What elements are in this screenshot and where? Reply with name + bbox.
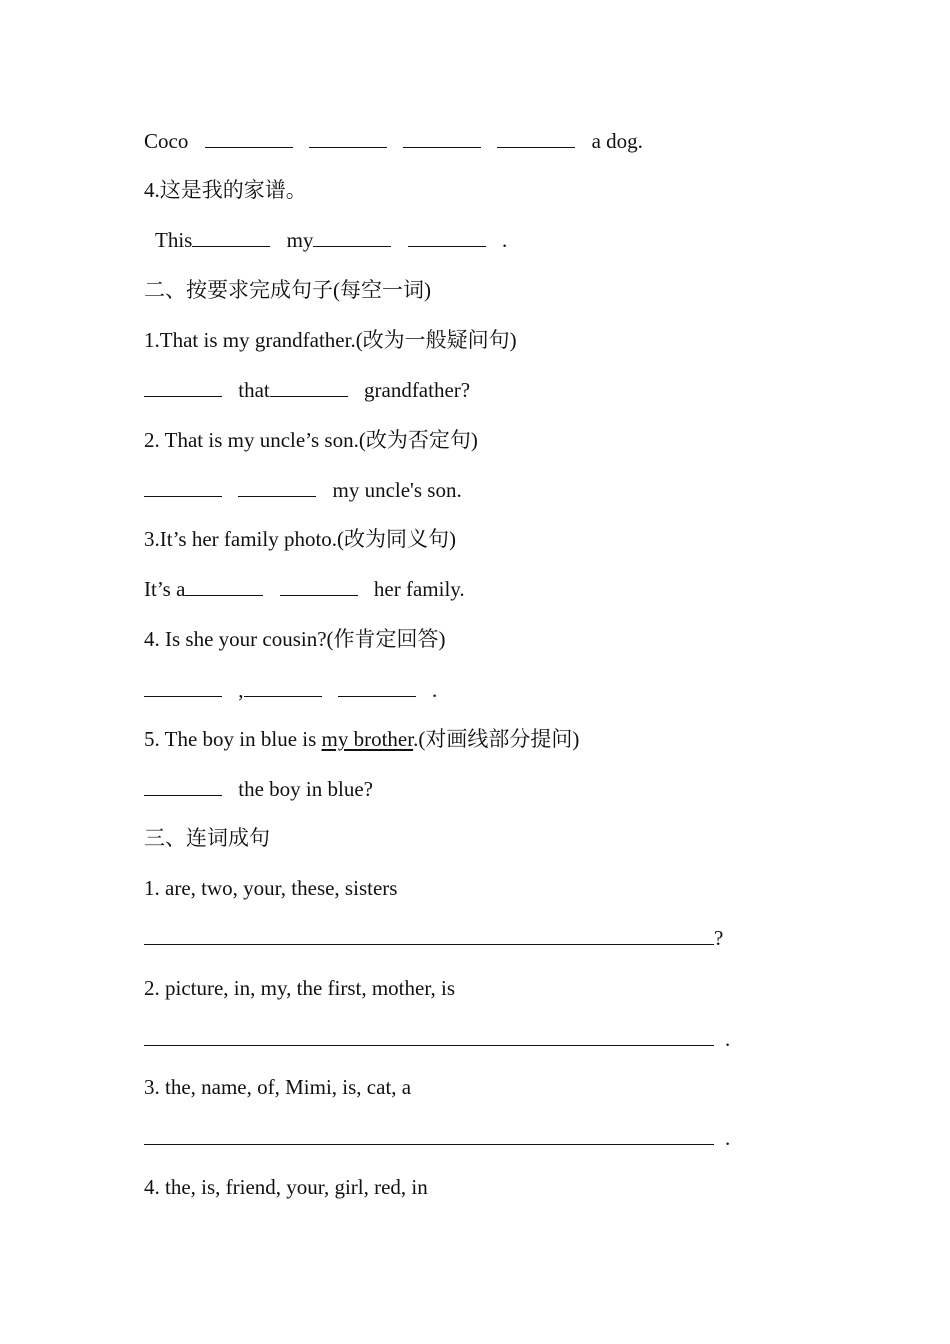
question-4-answer-line: [155, 226, 507, 254]
section-2-question-1: 1.That is my grandfather.(改为一般疑问句): [144, 328, 517, 352]
answer-blank[interactable]: [144, 676, 222, 697]
section-2-question-2: 2. That is my uncle’s son.(改为否定句): [144, 428, 478, 452]
answer-blank[interactable]: [144, 775, 222, 796]
text-period: .: [725, 1027, 731, 1051]
section-2-answer-3: [144, 575, 465, 603]
text-grandfather: grandfather?: [364, 378, 471, 402]
text-my: my: [286, 228, 314, 252]
section-2-answer-5: [144, 775, 373, 803]
answer-blank[interactable]: [144, 376, 222, 397]
section-2-question-4: 4. Is she your cousin?(作肯定回答): [144, 627, 446, 651]
section-3-answer-3: [144, 1124, 730, 1152]
text-her-family: her family.: [373, 577, 465, 601]
question-5-tail: .(对画线部分提问): [413, 727, 580, 751]
text-period: .: [725, 1126, 731, 1150]
section-3-question-1: 1. are, two, your, these, sisters: [144, 876, 398, 900]
underlined-phrase: my brother: [321, 727, 414, 751]
answer-blank[interactable]: [144, 476, 222, 497]
question-4-prompt: 4.这是我的家谱。: [144, 178, 307, 202]
section-3-question-3: 3. the, name, of, Mimi, is, cat, a: [144, 1075, 412, 1099]
fill-line-coco: [144, 127, 643, 155]
section-3-question-4: 4. the, is, friend, your, girl, red, in: [144, 1175, 428, 1199]
answer-line[interactable]: [144, 1124, 714, 1145]
answer-blank[interactable]: [313, 226, 391, 247]
text-its-a: It’s a: [144, 577, 186, 601]
question-5-lead: 5. The boy in blue is: [144, 727, 322, 751]
section-2-answer-2: [144, 476, 462, 504]
answer-blank[interactable]: [205, 127, 293, 148]
answer-blank[interactable]: [408, 226, 486, 247]
section-3-answer-1: [144, 924, 723, 952]
text-this: This: [155, 228, 193, 252]
text-that: that: [238, 378, 270, 402]
section-2-question-5: [144, 725, 579, 753]
text-uncles-son: my uncle's son.: [332, 478, 462, 502]
answer-blank[interactable]: [280, 575, 358, 596]
text-the-boy-in-blue: the boy in blue?: [238, 777, 373, 801]
section-3-answer-2: [144, 1025, 730, 1053]
text-a-dog: a dog.: [591, 129, 643, 153]
section-2-title: 二、按要求完成句子(每空一词): [144, 278, 431, 302]
text-period: .: [432, 678, 438, 702]
answer-blank[interactable]: [309, 127, 387, 148]
text-period: .: [501, 228, 508, 252]
section-2-answer-4: [144, 676, 437, 704]
section-3-question-2: 2. picture, in, my, the first, mother, is: [144, 976, 455, 1000]
text-comma: ,: [238, 678, 244, 702]
answer-blank[interactable]: [338, 676, 416, 697]
section-2-answer-1: [144, 376, 470, 404]
answer-blank[interactable]: [270, 376, 348, 397]
text-question-mark: ?: [714, 926, 724, 950]
answer-line[interactable]: [144, 1025, 714, 1046]
text-coco: Coco: [144, 129, 189, 153]
answer-blank[interactable]: [185, 575, 263, 596]
answer-blank[interactable]: [238, 476, 316, 497]
section-2-question-3: 3.It’s her family photo.(改为同义句): [144, 527, 457, 551]
answer-blank[interactable]: [403, 127, 481, 148]
answer-blank[interactable]: [497, 127, 575, 148]
answer-blank[interactable]: [192, 226, 270, 247]
answer-blank[interactable]: [244, 676, 322, 697]
section-3-title: 三、连词成句: [144, 826, 270, 850]
answer-line[interactable]: [144, 924, 714, 945]
